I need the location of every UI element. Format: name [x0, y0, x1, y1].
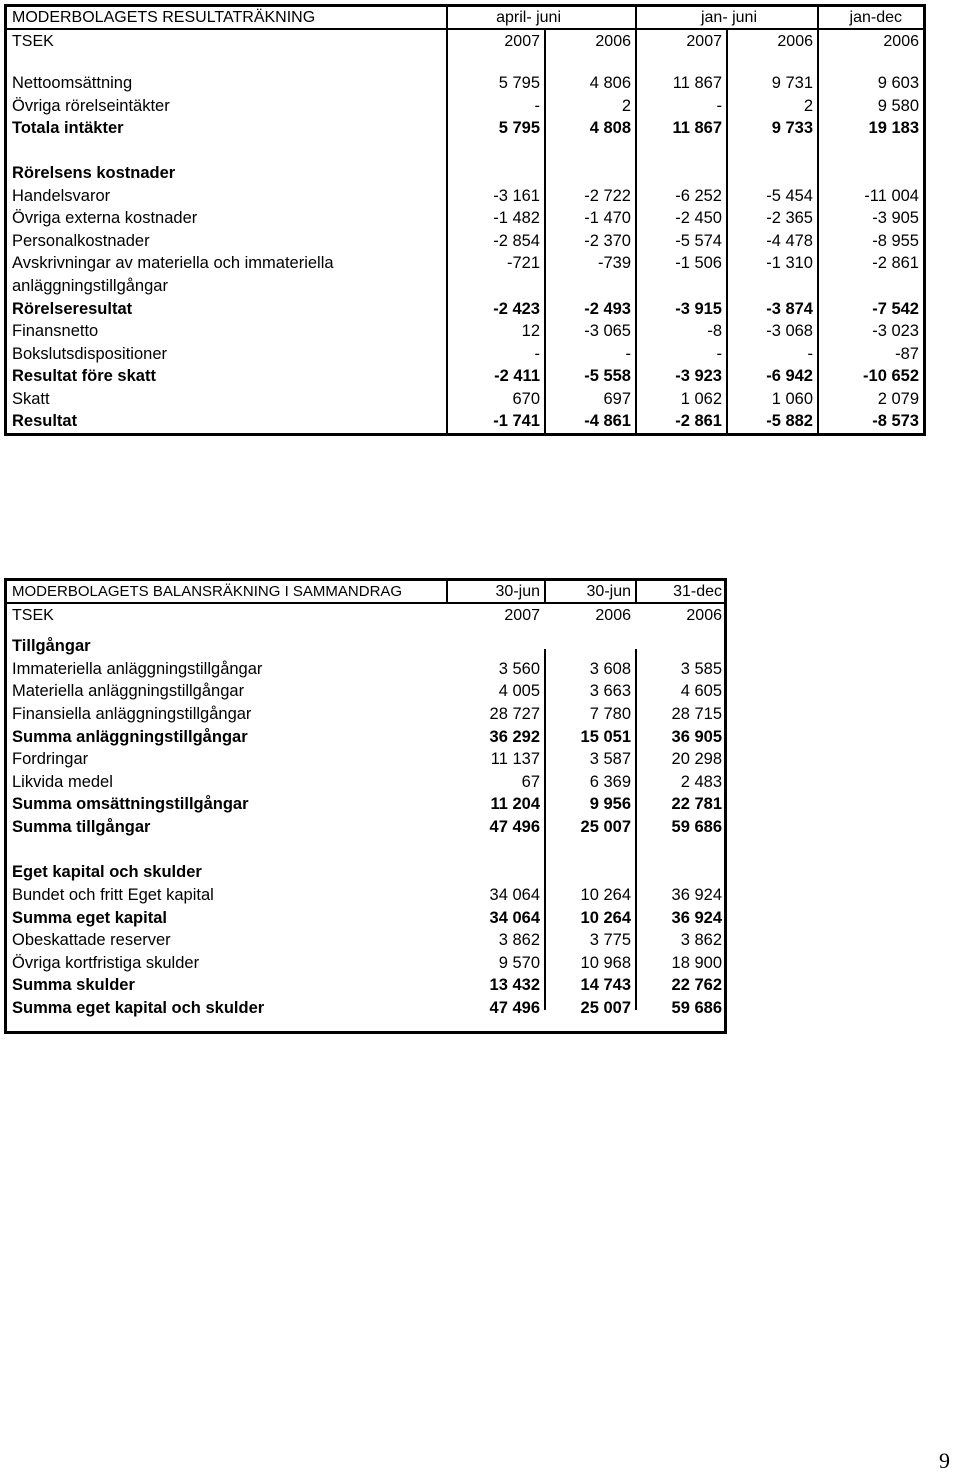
row-value: -1 310	[766, 254, 813, 272]
row-value: -8	[707, 322, 722, 340]
row-value: 18 900	[671, 954, 722, 972]
row-value: 2 483	[680, 773, 722, 791]
year-header: 2006	[777, 33, 813, 50]
row-value: 10 968	[580, 954, 631, 972]
table-row	[7, 230, 923, 252]
table-row	[7, 974, 724, 996]
row-label: Eget kapital och skulder	[12, 863, 202, 881]
row-value: 3 862	[680, 931, 722, 949]
year-header: 2006	[595, 33, 631, 50]
year-header: 2006	[595, 607, 631, 624]
row-value: 36 924	[671, 886, 722, 904]
row-label: Övriga rörelseintäkter	[12, 97, 170, 115]
row-value: 11 137	[490, 750, 540, 768]
row-value: 11 867	[672, 119, 722, 137]
year-header: 2007	[686, 33, 722, 50]
row-value: -2 423	[493, 300, 540, 318]
row-label: Handelsvaror	[12, 187, 111, 205]
row-value: 47 496	[489, 818, 540, 836]
row-value: 7 780	[589, 705, 631, 723]
row-value: 2 079	[877, 390, 919, 408]
period-header: april- juni	[496, 9, 561, 26]
date-header: 31-dec	[673, 583, 722, 600]
row-value: -10 652	[863, 367, 919, 385]
row-value: 59 686	[671, 818, 722, 836]
row-value: 670	[512, 390, 540, 408]
balance-year-row	[7, 605, 724, 627]
table-row	[7, 726, 724, 748]
row-label: Övriga externa kostnader	[12, 209, 198, 227]
row-value: -	[716, 97, 722, 115]
row-value: -721	[506, 254, 540, 272]
year-header: 2007	[504, 33, 540, 50]
row-label: Likvida medel	[12, 773, 113, 791]
table-row	[7, 748, 724, 770]
row-value: 14 743	[580, 976, 631, 994]
row-value: -4 861	[584, 412, 631, 430]
row-label: Totala intäkter	[12, 119, 124, 137]
table-row	[7, 252, 923, 274]
row-value: 28 727	[489, 705, 540, 723]
row-value: -7 542	[872, 300, 919, 318]
table-row	[7, 95, 923, 117]
row-value: 9 603	[877, 74, 919, 92]
row-value: 36 905	[671, 728, 722, 746]
table-row	[7, 635, 724, 657]
row-value: 11 867	[672, 74, 722, 92]
row-value: 59 686	[671, 999, 722, 1017]
row-value: 22 762	[671, 976, 722, 994]
row-value: 6 369	[589, 773, 631, 791]
table-row	[7, 861, 724, 883]
row-value: -	[534, 97, 540, 115]
table-row	[7, 703, 724, 725]
row-value: -11 004	[864, 187, 919, 205]
table-row	[7, 771, 724, 793]
row-label: Rörelsens kostnader	[12, 164, 176, 182]
row-value: -1 741	[493, 412, 540, 430]
row-value: -8 573	[872, 412, 919, 430]
row-label: Finansiella anläggningstillgångar	[12, 705, 252, 723]
table-row	[7, 658, 724, 680]
row-value: -87	[895, 345, 919, 363]
row-value: 3 862	[498, 931, 540, 949]
row-label: Resultat	[12, 412, 78, 430]
row-value: 3 608	[589, 660, 631, 678]
row-value: -8 955	[872, 232, 919, 250]
row-value: -3 915	[675, 300, 722, 318]
row-value: -1 506	[675, 254, 722, 272]
row-value: -2 450	[675, 209, 722, 227]
row-value: 19 183	[868, 119, 919, 137]
row-value: -5 454	[766, 187, 813, 205]
date-header: 30-jun	[586, 583, 631, 600]
row-value: 9 570	[498, 954, 540, 972]
row-value: -6 252	[675, 187, 722, 205]
row-value: 28 715	[671, 705, 722, 723]
table-row	[7, 952, 724, 974]
row-value: 47 496	[489, 999, 540, 1017]
row-value: 4 605	[680, 682, 722, 700]
table-row	[7, 365, 923, 387]
row-value: -3 068	[766, 322, 813, 340]
row-label: Obeskattade reserver	[12, 931, 171, 949]
row-label: Skatt	[12, 390, 50, 408]
table-row	[7, 207, 923, 229]
row-value: 10 264	[580, 886, 631, 904]
row-value: 10 264	[580, 909, 631, 927]
row-value: 9 731	[771, 74, 813, 92]
table-row	[7, 162, 923, 184]
balance-sheet-table	[4, 578, 727, 1034]
row-value: -3 905	[872, 209, 919, 227]
row-label: Tillgångar	[12, 637, 91, 655]
row-label: Nettoomsättning	[12, 74, 133, 92]
row-label: Finansnetto	[12, 322, 99, 340]
unit-label: TSEK	[12, 33, 54, 50]
row-label: Summa eget kapital och skulder	[12, 999, 265, 1017]
table-row	[7, 320, 923, 342]
row-value: -2 861	[675, 412, 722, 430]
row-value: -	[807, 345, 813, 363]
row-value: -5 882	[766, 412, 813, 430]
row-value: -3 065	[584, 322, 631, 340]
row-value: 1 060	[771, 390, 813, 408]
row-value: 9 733	[771, 119, 813, 137]
row-value: -4 478	[766, 232, 813, 250]
row-value: -3 874	[766, 300, 813, 318]
row-value: 9 956	[589, 795, 631, 813]
row-value: -2 411	[494, 367, 540, 385]
row-value: 15 051	[580, 728, 631, 746]
row-value: 2	[803, 97, 813, 115]
table-row	[7, 929, 724, 951]
row-value: -5 574	[675, 232, 722, 250]
table-row	[7, 275, 923, 297]
row-value: -5 558	[584, 367, 631, 385]
row-value: 697	[603, 390, 631, 408]
row-value: -1 470	[584, 209, 631, 227]
income-title: MODERBOLAGETS RESULTATRÄKNING	[12, 9, 316, 26]
row-label: Fordringar	[12, 750, 89, 768]
row-label: Summa skulder	[12, 976, 135, 994]
row-value: 3 585	[680, 660, 722, 678]
row-label: Immateriella anläggningstillgångar	[12, 660, 263, 678]
table-row	[7, 997, 724, 1019]
balance-title: MODERBOLAGETS BALANSRÄKNING I SAMMANDRAG	[12, 583, 403, 600]
period-header: jan- juni	[700, 9, 757, 26]
income-statement-table	[4, 4, 926, 436]
row-label: Bundet och fritt Eget kapital	[12, 886, 214, 904]
row-value: 36 292	[489, 728, 540, 746]
row-value: 12	[521, 322, 540, 340]
income-year-row	[7, 31, 923, 53]
row-value: -2 722	[584, 187, 631, 205]
row-value: -2 370	[584, 232, 631, 250]
page-number: 9	[939, 1448, 950, 1473]
table-row	[7, 816, 724, 838]
row-value: 9 580	[877, 97, 919, 115]
row-label: Materiella anläggningstillgångar	[12, 682, 245, 700]
row-value: -3 023	[872, 322, 919, 340]
row-value: 4 808	[589, 119, 631, 137]
row-value: -1 482	[493, 209, 540, 227]
table-row	[7, 907, 724, 929]
row-value: 4 005	[498, 682, 540, 700]
row-value: -3 161	[493, 187, 540, 205]
row-value: -	[534, 345, 540, 363]
row-value: 25 007	[580, 818, 631, 836]
date-header: 30-jun	[495, 583, 540, 600]
row-label: Bokslutsdispositioner	[12, 345, 167, 363]
table-row	[7, 343, 923, 365]
row-value: -3 923	[675, 367, 722, 385]
row-value: 3 775	[589, 931, 631, 949]
row-value: 34 064	[489, 909, 540, 927]
row-label: Övriga kortfristiga skulder	[12, 954, 200, 972]
row-value: 4 806	[589, 74, 631, 92]
table-row	[7, 72, 923, 94]
row-value: 2	[621, 97, 631, 115]
row-value: 25 007	[580, 999, 631, 1017]
table-row	[7, 185, 923, 207]
table-row	[7, 117, 923, 139]
period-header: jan-dec	[849, 9, 902, 26]
row-value: 36 924	[671, 909, 722, 927]
unit-label: TSEK	[12, 607, 54, 624]
year-header: 2006	[686, 607, 722, 624]
table-row	[7, 298, 923, 320]
row-label: Summa eget kapital	[12, 909, 167, 927]
row-value: -2 493	[584, 300, 631, 318]
row-value: -	[625, 345, 631, 363]
table-row	[7, 410, 923, 432]
row-value: 34 064	[489, 886, 540, 904]
balance-header-row	[7, 581, 724, 603]
row-value: 11 204	[490, 795, 540, 813]
row-value: 5 795	[498, 119, 540, 137]
row-value: 3 587	[589, 750, 631, 768]
row-label: Resultat före skatt	[12, 367, 156, 385]
row-label: Summa anläggningstillgångar	[12, 728, 248, 746]
row-value: -2 365	[766, 209, 813, 227]
table-row	[7, 388, 923, 410]
row-value: -739	[597, 254, 631, 272]
row-value: -	[716, 345, 722, 363]
row-value: 3 560	[498, 660, 540, 678]
row-label: Summa tillgångar	[12, 818, 151, 836]
row-value: 67	[521, 773, 540, 791]
row-value: 20 298	[671, 750, 722, 768]
row-value: -6 942	[766, 367, 813, 385]
row-label: Avskrivningar av materiella och immateriella	[12, 254, 334, 272]
row-label: anläggningstillgångar	[12, 277, 168, 295]
row-label: Rörelseresultat	[12, 300, 133, 318]
row-value: 1 062	[680, 390, 722, 408]
row-value: 5 795	[498, 74, 540, 92]
table-row	[7, 793, 724, 815]
year-header: 2007	[504, 607, 540, 624]
row-value: 3 663	[589, 682, 631, 700]
row-value: -2 861	[872, 254, 919, 272]
table-row	[7, 884, 724, 906]
row-label: Personalkostnader	[12, 232, 150, 250]
income-header-row	[7, 7, 923, 29]
year-header: 2006	[883, 33, 919, 50]
row-label: Summa omsättningstillgångar	[12, 795, 249, 813]
row-value: 22 781	[671, 795, 722, 813]
row-value: 13 432	[489, 976, 540, 994]
row-value: -2 854	[493, 232, 540, 250]
table-row	[7, 680, 724, 702]
